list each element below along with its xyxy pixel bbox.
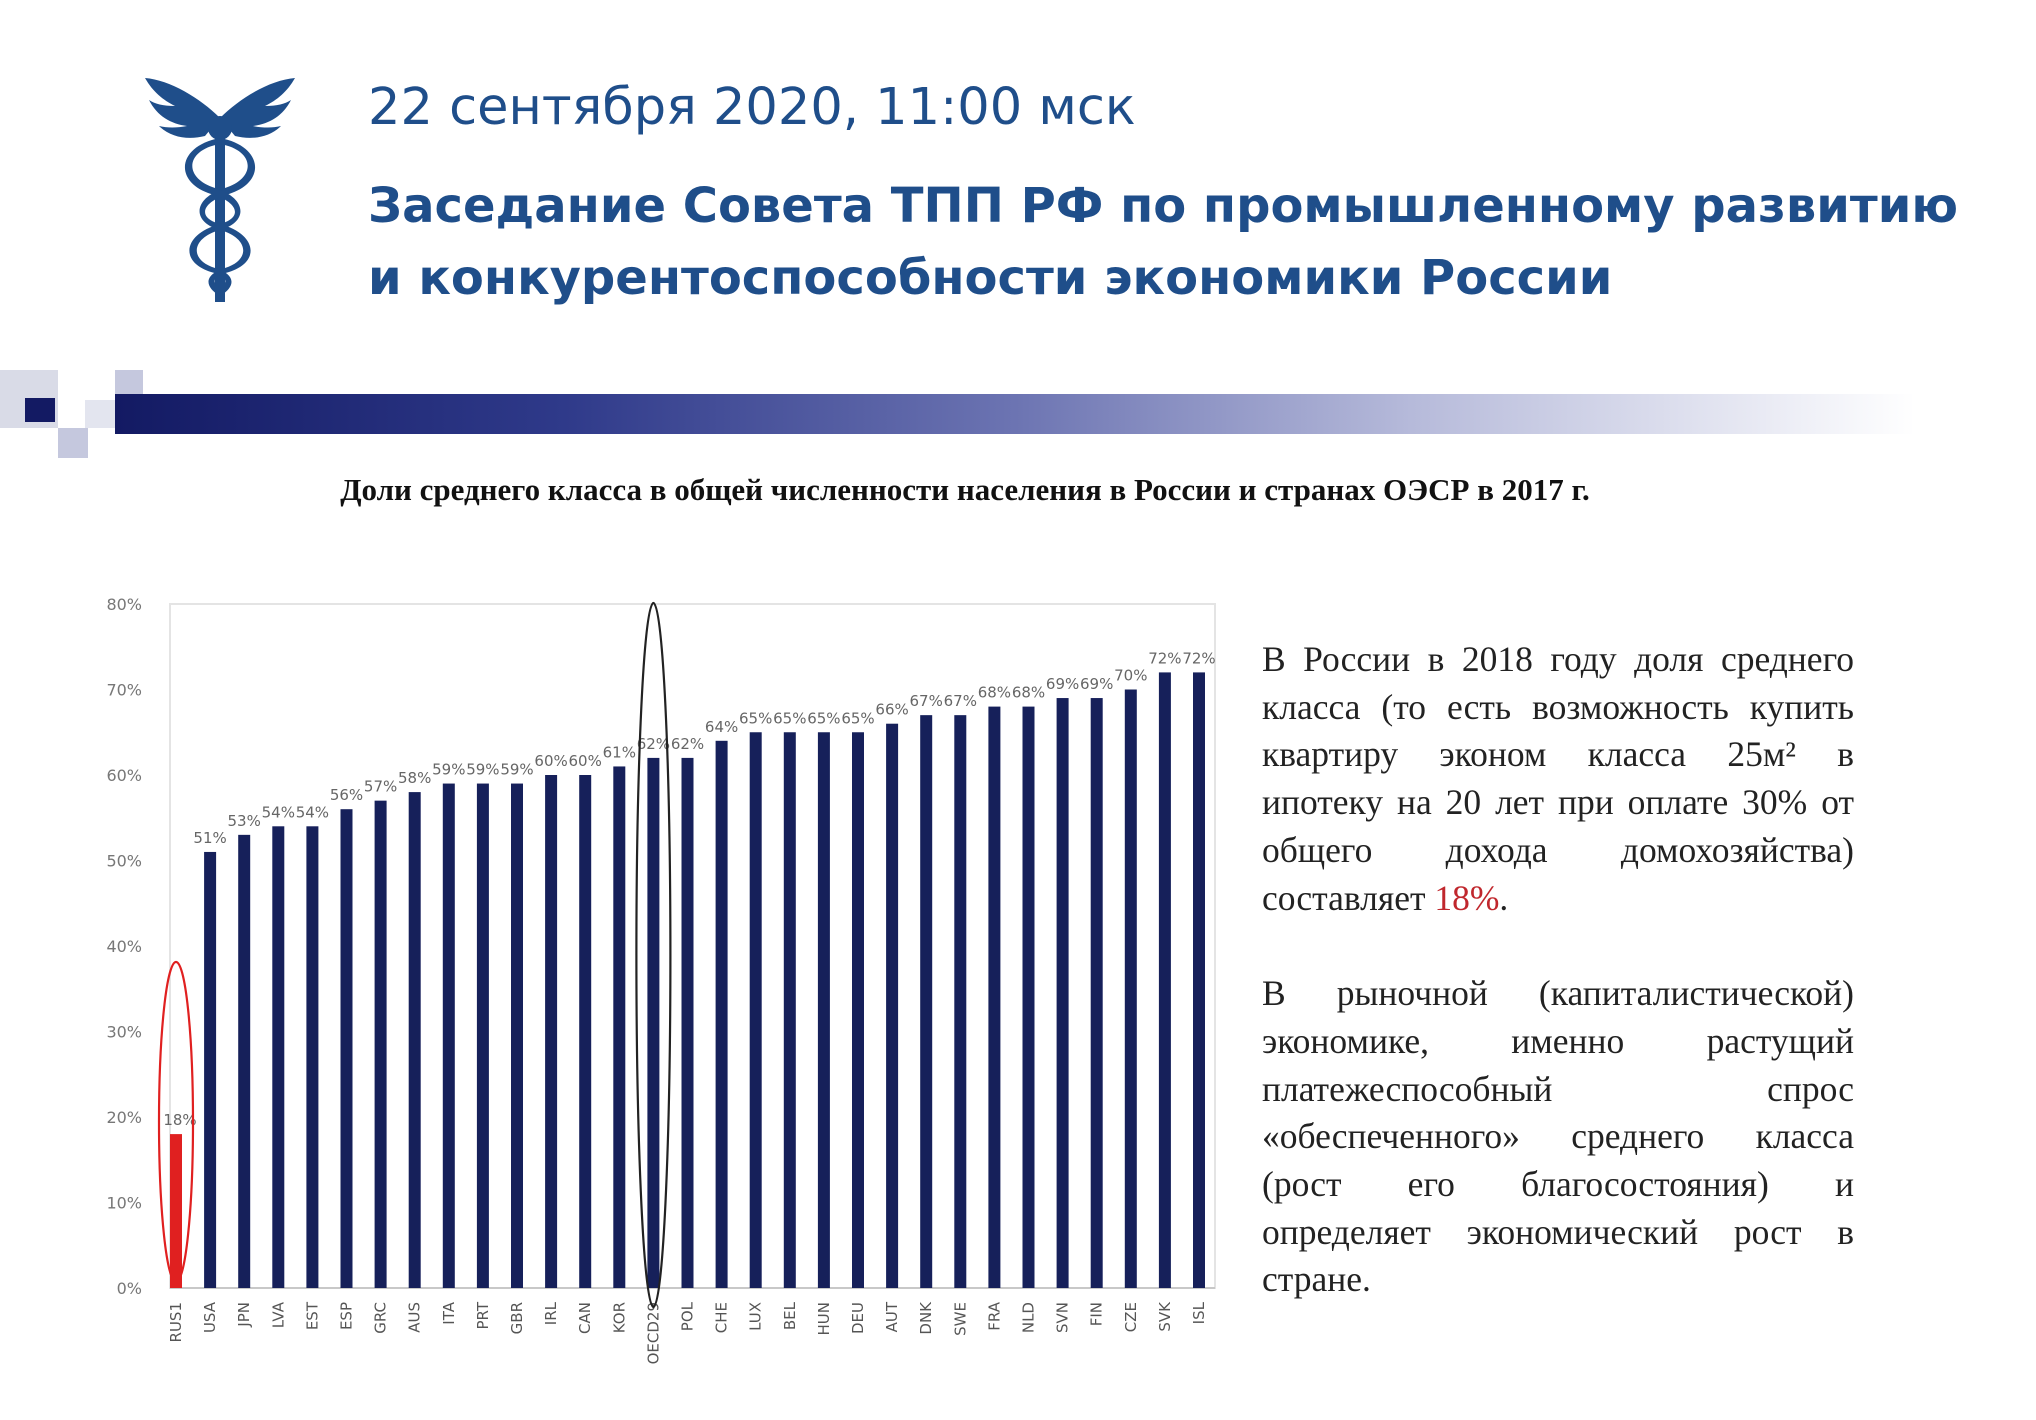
bar-swe xyxy=(954,715,966,1288)
commentary-p1-highlight: 18% xyxy=(1434,877,1500,918)
x-tick-label: CHE xyxy=(712,1302,731,1334)
x-tick-label: SWE xyxy=(951,1302,970,1336)
data-label: 62% xyxy=(636,734,671,753)
data-label: 62% xyxy=(670,734,705,753)
y-tick-label: 0% xyxy=(116,1279,142,1298)
x-tick-label: AUS xyxy=(405,1302,424,1333)
data-label: 69% xyxy=(1045,675,1080,694)
bar-gbr xyxy=(511,784,523,1288)
data-label: 18% xyxy=(163,1111,197,1130)
x-tick-label: ITA xyxy=(439,1302,458,1325)
data-label: 65% xyxy=(773,709,807,728)
y-tick-label: 40% xyxy=(106,937,142,956)
x-tick-label: OECD29 xyxy=(644,1302,663,1365)
bar-irl xyxy=(545,775,557,1288)
bar-isl xyxy=(1193,672,1205,1288)
bar-rus1 xyxy=(170,1134,182,1288)
x-tick-label: KOR xyxy=(610,1302,629,1334)
bar-hun xyxy=(818,732,830,1288)
data-label: 51% xyxy=(193,828,227,847)
x-tick-label: FIN xyxy=(1087,1302,1106,1327)
y-tick-label: 10% xyxy=(106,1193,142,1213)
bar-dnk xyxy=(920,715,932,1288)
data-label: 56% xyxy=(329,786,364,805)
bar-nld xyxy=(1023,707,1035,1288)
bar-fra xyxy=(988,707,1000,1288)
x-tick-label: SVK xyxy=(1155,1302,1174,1332)
bar-lux xyxy=(750,732,762,1288)
y-tick-label: 70% xyxy=(106,680,142,700)
data-label: 72% xyxy=(1182,649,1216,668)
x-tick-label: DNK xyxy=(917,1302,936,1335)
y-tick-label: 60% xyxy=(106,766,142,785)
bar-jpn xyxy=(238,835,250,1288)
commentary-p1-text: В России в 2018 году доля среднего класса (то есть возможность купить квартиру эконом класса 25м² в ипотеку на 20 лет при оплате 30% от общего дохода домохозяйства) составляет xyxy=(1262,639,1854,918)
bar-esp xyxy=(341,809,353,1288)
y-tick-label: 50% xyxy=(106,851,142,871)
deco-square xyxy=(58,428,88,458)
data-label: 69% xyxy=(1080,675,1114,694)
bar-bel xyxy=(784,732,796,1288)
bar-ita xyxy=(443,784,455,1288)
bar-deu xyxy=(852,732,864,1288)
data-label: 65% xyxy=(739,709,773,728)
x-tick-label: DEU xyxy=(849,1302,867,1335)
x-tick-label: IRL xyxy=(542,1302,561,1326)
x-tick-label: BEL xyxy=(780,1302,799,1331)
bar-svn xyxy=(1057,698,1069,1288)
commentary-text xyxy=(1262,636,1854,1304)
bar-cze xyxy=(1125,690,1137,1289)
bar-che xyxy=(716,741,728,1288)
bar-est xyxy=(306,826,318,1288)
data-label: 58% xyxy=(398,769,432,788)
bar-lva xyxy=(272,826,284,1288)
data-label: 72% xyxy=(1148,649,1182,668)
data-label: 53% xyxy=(227,811,261,830)
data-label: 54% xyxy=(261,803,295,822)
bar-oecd29 xyxy=(647,758,659,1288)
x-tick-label: NLD xyxy=(1019,1302,1038,1334)
x-tick-label: SVN xyxy=(1053,1302,1072,1334)
bar-can xyxy=(579,775,591,1288)
x-tick-label: ESP xyxy=(337,1302,356,1331)
bar-aut xyxy=(886,724,898,1288)
x-tick-label: FRA xyxy=(985,1302,1004,1331)
data-label: 65% xyxy=(841,709,875,728)
bar-usa xyxy=(204,852,216,1288)
page-title-line2: и конкурентоспособности экономики России xyxy=(368,250,1613,306)
data-label: 70% xyxy=(1114,666,1148,685)
chart-title: Доли среднего класса в общей численности населения в России и странах ОЭСР в 2017 г. xyxy=(340,472,1590,507)
decorative-band xyxy=(0,370,2036,460)
data-label: 68% xyxy=(977,683,1012,702)
x-tick-label: USA xyxy=(201,1302,220,1334)
caduceus-logo-icon xyxy=(145,70,295,310)
x-tick-label: LUX xyxy=(746,1302,765,1331)
bar-svk xyxy=(1159,672,1171,1288)
y-tick-label: 30% xyxy=(106,1022,142,1042)
data-label: 60% xyxy=(534,752,568,770)
bar-fin xyxy=(1091,698,1103,1288)
x-tick-label: ISL xyxy=(1190,1302,1208,1325)
x-tick-label: CAN xyxy=(576,1302,595,1334)
data-label: 59% xyxy=(432,760,466,779)
page-title-line1: Заседание Совета ТПП РФ по промышленному развитию xyxy=(368,178,1959,234)
data-label: 67% xyxy=(909,692,943,711)
x-tick-label: HUN xyxy=(814,1302,833,1336)
commentary-paragraph-2: В рыночной (капиталистической) экономике, именно растущий платежеспособный спрос «обеспеченного» среднего класса (рост его благосостояния) и определяет экономический рост в стране. xyxy=(1262,973,1854,1300)
x-tick-label: LVA xyxy=(269,1302,288,1329)
x-tick-label: PRT xyxy=(473,1302,492,1330)
x-tick-label: POL xyxy=(678,1302,697,1332)
x-tick-label: JPN xyxy=(235,1302,254,1327)
event-date-time: 22 сентября 2020, 11:00 мск xyxy=(368,78,1136,137)
y-tick-label: 80% xyxy=(106,595,142,614)
page-title xyxy=(368,170,2008,314)
bar-prt xyxy=(477,784,489,1288)
data-label: 61% xyxy=(602,743,636,762)
data-label: 57% xyxy=(363,777,398,796)
x-tick-label: RUS1 xyxy=(167,1302,185,1343)
data-label: 66% xyxy=(875,700,909,719)
data-label: 67% xyxy=(943,692,977,711)
x-tick-label: GRC xyxy=(371,1302,390,1334)
data-label: 59% xyxy=(500,760,534,779)
x-tick-label: GBR xyxy=(508,1302,526,1335)
data-label: 59% xyxy=(466,760,500,779)
bar-aus xyxy=(409,792,421,1288)
data-label: 68% xyxy=(1011,683,1046,702)
x-tick-label: EST xyxy=(303,1302,322,1331)
deco-square xyxy=(25,398,55,422)
middle-class-share-chart xyxy=(90,585,1240,1405)
y-tick-label: 20% xyxy=(106,1108,142,1127)
bar-pol xyxy=(682,758,694,1288)
bar-grc xyxy=(375,801,387,1288)
x-tick-label: AUT xyxy=(883,1302,902,1333)
data-label: 65% xyxy=(807,709,841,728)
deco-square xyxy=(85,400,115,428)
commentary-p1-end: . xyxy=(1499,877,1509,918)
commentary-paragraph-1 xyxy=(1262,636,1854,922)
data-label: 60% xyxy=(568,752,602,770)
x-tick-label: CZE xyxy=(1121,1302,1140,1333)
gradient-bar xyxy=(115,394,1915,434)
data-label: 54% xyxy=(295,803,330,822)
bar-kor xyxy=(613,766,625,1288)
data-label: 64% xyxy=(704,717,739,736)
